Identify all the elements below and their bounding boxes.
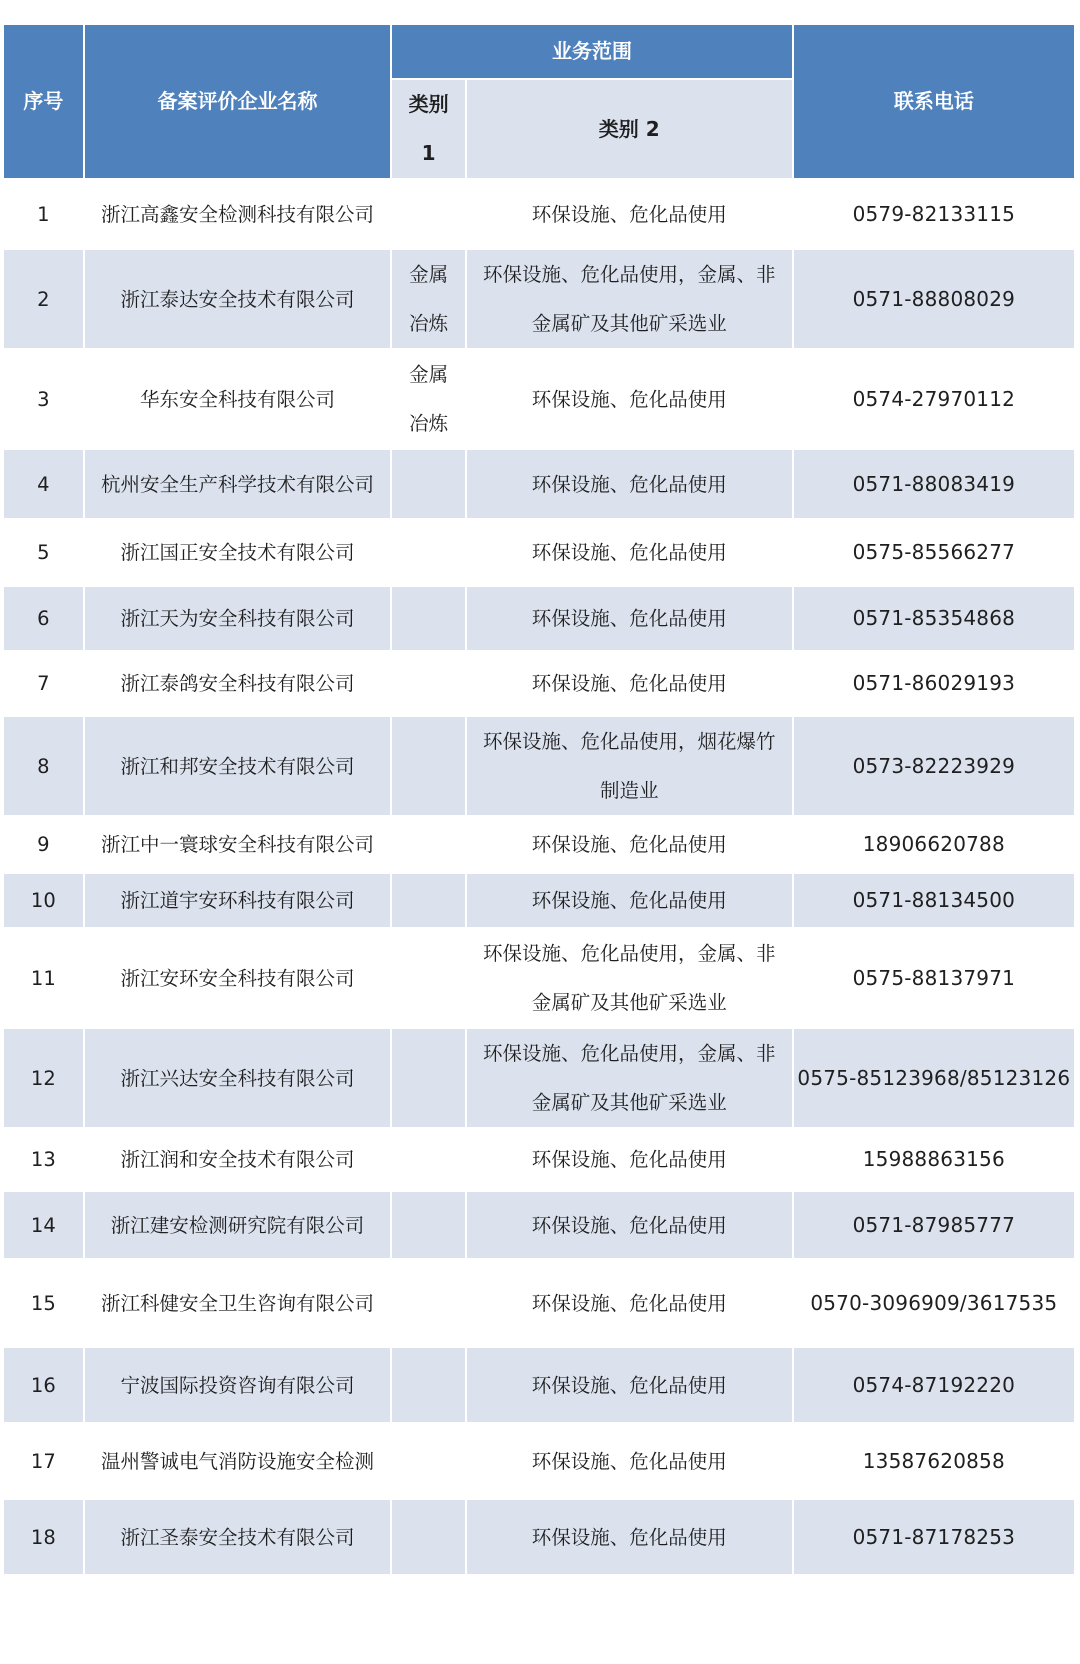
cell-category-2: 环保设施、危化品使用 (466, 873, 793, 928)
cell-category-2: 环保设施、危化品使用 (466, 1191, 793, 1259)
cell-category-2: 环保设施、危化品使用，金属、非金属矿及其他矿采选业 (466, 928, 793, 1028)
cell-phone: 0570-3096909/3617535 (793, 1259, 1075, 1347)
cell-seq: 1 (3, 179, 84, 249)
cell-phone: 0571-85354868 (793, 586, 1075, 651)
cell-category-1 (391, 716, 465, 816)
cell-phone: 0571-87178253 (793, 1499, 1075, 1575)
cell-category-1 (391, 449, 465, 519)
cell-category-2: 环保设施、危化品使用，金属、非金属矿及其他矿采选业 (466, 1028, 793, 1128)
cell-category-2: 环保设施、危化品使用 (466, 449, 793, 519)
cell-category-2: 环保设施、危化品使用，金属、非金属矿及其他矿采选业 (466, 249, 793, 349)
cell-phone: 15988863156 (793, 1128, 1075, 1191)
cell-category-2: 环保设施、危化品使用 (466, 349, 793, 449)
cell-phone: 13587620858 (793, 1423, 1075, 1499)
cell-category-2: 环保设施、危化品使用 (466, 586, 793, 651)
table-row (3, 1259, 1075, 1347)
cell-category-1 (391, 519, 465, 586)
cell-company: 杭州安全生产科学技术有限公司 (84, 449, 392, 519)
cell-seq: 17 (3, 1423, 84, 1499)
cell-company: 浙江泰鸽安全科技有限公司 (84, 651, 392, 716)
cell-company: 浙江安环安全科技有限公司 (84, 928, 392, 1028)
enterprise-table (2, 23, 1076, 1576)
header-phone: 联系电话 (793, 24, 1075, 179)
table-row (3, 1028, 1075, 1128)
cell-category-1 (391, 816, 465, 873)
cell-seq: 15 (3, 1259, 84, 1347)
cell-company: 宁波国际投资咨询有限公司 (84, 1347, 392, 1423)
cell-phone: 0571-86029193 (793, 651, 1075, 716)
cell-company: 浙江高鑫安全检测科技有限公司 (84, 179, 392, 249)
cell-company: 浙江天为安全科技有限公司 (84, 586, 392, 651)
cell-company: 华东安全科技有限公司 (84, 349, 392, 449)
cell-phone: 0571-88083419 (793, 449, 1075, 519)
cell-phone: 0571-88134500 (793, 873, 1075, 928)
cell-company: 浙江润和安全技术有限公司 (84, 1128, 392, 1191)
cell-phone: 0574-27970112 (793, 349, 1075, 449)
cell-category-2: 环保设施、危化品使用 (466, 1347, 793, 1423)
table-row (3, 1499, 1075, 1575)
cell-seq: 13 (3, 1128, 84, 1191)
cell-seq: 3 (3, 349, 84, 449)
cell-category-1 (391, 1028, 465, 1128)
cell-company: 浙江和邦安全技术有限公司 (84, 716, 392, 816)
cell-category-1 (391, 1259, 465, 1347)
table-row (3, 179, 1075, 249)
cell-seq: 11 (3, 928, 84, 1028)
cell-category-2: 环保设施、危化品使用 (466, 1259, 793, 1347)
cell-phone: 0571-88808029 (793, 249, 1075, 349)
cell-seq: 8 (3, 716, 84, 816)
cell-category-1 (391, 928, 465, 1028)
cell-phone: 0571-87985777 (793, 1191, 1075, 1259)
table-row (3, 716, 1075, 816)
cell-seq: 6 (3, 586, 84, 651)
cell-seq: 16 (3, 1347, 84, 1423)
cell-category-1 (391, 1191, 465, 1259)
table-row (3, 1423, 1075, 1499)
cell-phone: 0575-88137971 (793, 928, 1075, 1028)
table-row (3, 1191, 1075, 1259)
cell-category-1 (391, 873, 465, 928)
cell-category-2: 环保设施、危化品使用，烟花爆竹制造业 (466, 716, 793, 816)
cell-company: 浙江道宇安环科技有限公司 (84, 873, 392, 928)
cell-company: 浙江兴达安全科技有限公司 (84, 1028, 392, 1128)
cell-phone: 0573-82223929 (793, 716, 1075, 816)
cell-phone: 0575-85566277 (793, 519, 1075, 586)
cell-phone: 0574-87192220 (793, 1347, 1075, 1423)
cell-seq: 5 (3, 519, 84, 586)
cell-category-2: 环保设施、危化品使用 (466, 1128, 793, 1191)
cell-category-2: 环保设施、危化品使用 (466, 519, 793, 586)
cell-category-2: 环保设施、危化品使用 (466, 651, 793, 716)
cell-category-1 (391, 1128, 465, 1191)
cell-seq: 12 (3, 1028, 84, 1128)
cell-phone: 0579-82133115 (793, 179, 1075, 249)
table-row (3, 349, 1075, 449)
cell-category-2: 环保设施、危化品使用 (466, 1423, 793, 1499)
cell-seq: 2 (3, 249, 84, 349)
header-cat1: 类别 1 (391, 79, 465, 179)
table-row (3, 873, 1075, 928)
cell-seq: 10 (3, 873, 84, 928)
table-row (3, 1128, 1075, 1191)
header-cat2: 类别 2 (466, 79, 793, 179)
header-company: 备案评价企业名称 (84, 24, 392, 179)
table-row (3, 651, 1075, 716)
cell-seq: 9 (3, 816, 84, 873)
cell-company: 浙江国正安全技术有限公司 (84, 519, 392, 586)
cell-category-1 (391, 179, 465, 249)
cell-company: 浙江建安检测研究院有限公司 (84, 1191, 392, 1259)
cell-seq: 14 (3, 1191, 84, 1259)
cell-category-1 (391, 586, 465, 651)
table-row (3, 249, 1075, 349)
cell-category-1 (391, 1499, 465, 1575)
table-row (3, 586, 1075, 651)
cell-category-1 (391, 651, 465, 716)
table-row (3, 449, 1075, 519)
cell-company: 浙江圣泰安全技术有限公司 (84, 1499, 392, 1575)
cell-category-2: 环保设施、危化品使用 (466, 179, 793, 249)
header-seq: 序号 (3, 24, 84, 179)
cell-company: 浙江泰达安全技术有限公司 (84, 249, 392, 349)
table-body (3, 179, 1075, 1575)
cell-seq: 4 (3, 449, 84, 519)
cell-category-2: 环保设施、危化品使用 (466, 1499, 793, 1575)
table-row (3, 1347, 1075, 1423)
table-row (3, 816, 1075, 873)
cell-seq: 18 (3, 1499, 84, 1575)
cell-category-1: 金属冶炼 (391, 249, 465, 349)
cell-category-1 (391, 1423, 465, 1499)
header-scope: 业务范围 (391, 24, 792, 79)
cell-category-2: 环保设施、危化品使用 (466, 816, 793, 873)
cell-phone: 18906620788 (793, 816, 1075, 873)
cell-category-1 (391, 1347, 465, 1423)
cell-company: 温州警诚电气消防设施安全检测 (84, 1423, 392, 1499)
cell-company: 浙江科健安全卫生咨询有限公司 (84, 1259, 392, 1347)
table-row (3, 519, 1075, 586)
table-row (3, 928, 1075, 1028)
cell-company: 浙江中一寰球安全科技有限公司 (84, 816, 392, 873)
cell-category-1: 金属冶炼 (391, 349, 465, 449)
cell-phone: 0575-85123968/85123126 (793, 1028, 1075, 1128)
table-header (3, 24, 1075, 179)
cell-seq: 7 (3, 651, 84, 716)
